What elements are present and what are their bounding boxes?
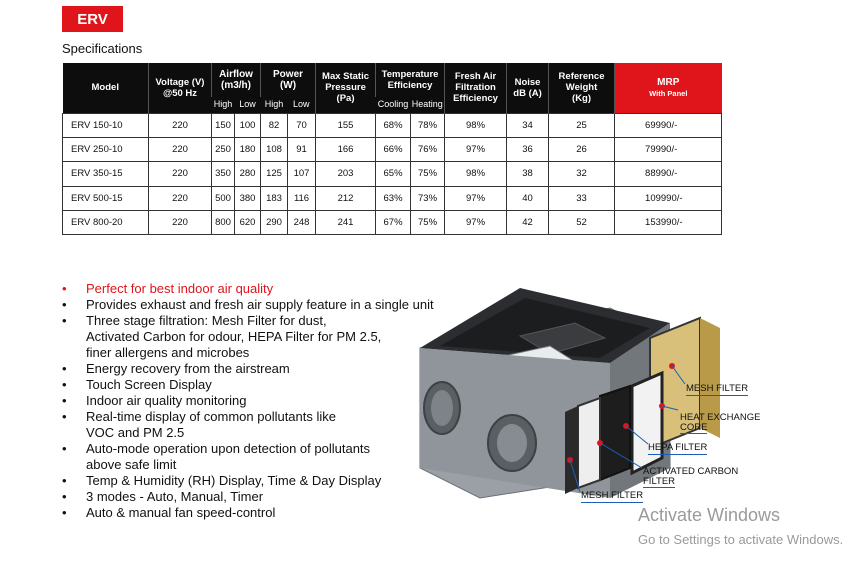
feature-item: finer allergens and microbes: [86, 345, 250, 360]
header-noise: Noise dB (A): [507, 63, 549, 113]
cell-power-high: 290: [261, 211, 288, 235]
cell-fresh-air: 98%: [445, 162, 507, 186]
feature-item: • Energy recovery from the airstream: [62, 361, 434, 377]
cell-airflow-low: 280: [235, 162, 261, 186]
features-list: [62, 281, 434, 521]
cell-weight: 52: [549, 211, 615, 235]
activate-windows-watermark: [638, 505, 843, 547]
cell-heating: 76%: [411, 137, 445, 161]
cell-model: ERV 150-10: [63, 113, 149, 137]
cell-pressure: 155: [316, 113, 376, 137]
cell-power-high: 108: [261, 137, 288, 161]
cell-fresh-air: 97%: [445, 211, 507, 235]
callout-activated-carbon-filter: ACTIVATED CARBON FILTER: [643, 466, 739, 487]
cell-heating: 75%: [411, 211, 445, 235]
feature-item: • Auto-mode operation upon detection of pollutants: [62, 441, 434, 457]
feature-item: • Three stage filtration: Mesh Filter for dust,: [62, 313, 434, 329]
cell-weight: 32: [549, 162, 615, 186]
table-body: [63, 113, 722, 235]
cell-model: ERV 500-15: [63, 186, 149, 210]
callout-heat-exchange-core: HEAT EXCHANGE CORE: [680, 412, 761, 433]
cell-cooling: 66%: [376, 137, 411, 161]
feature-item: • Auto & manual fan speed-control: [62, 505, 434, 521]
cell-heating: 75%: [411, 162, 445, 186]
feature-item: • Provides exhaust and fresh air supply feature in a single unit: [62, 297, 434, 313]
table-row: [63, 162, 722, 186]
cell-noise: 42: [507, 211, 549, 235]
table-row: [63, 137, 722, 161]
cell-airflow-high: 350: [212, 162, 235, 186]
cell-airflow-low: 180: [235, 137, 261, 161]
cell-fresh-air: 97%: [445, 186, 507, 210]
cell-voltage: 220: [149, 162, 212, 186]
header-temperature: Temperature Efficiency: [376, 63, 445, 97]
subheader-airflow-low: Low: [235, 97, 261, 113]
erv-badge: ERV: [62, 6, 123, 32]
cell-mrp: 153990/-: [615, 211, 722, 235]
table-row: [63, 211, 722, 235]
cell-power-low: 70: [288, 113, 316, 137]
feature-item: • 3 modes - Auto, Manual, Timer: [62, 489, 434, 505]
specifications-title: Specifications: [62, 41, 143, 56]
cell-weight: 26: [549, 137, 615, 161]
cell-voltage: 220: [149, 186, 212, 210]
feature-item: • Perfect for best indoor air quality: [62, 281, 434, 297]
cell-voltage: 220: [149, 113, 212, 137]
cell-fresh-air: 98%: [445, 113, 507, 137]
cell-mrp: 69990/-: [615, 113, 722, 137]
subheader-power-low: Low: [288, 97, 316, 113]
feature-item: above safe limit: [86, 457, 177, 472]
cell-noise: 38: [507, 162, 549, 186]
feature-item: VOC and PM 2.5: [86, 425, 185, 440]
cell-weight: 33: [549, 186, 615, 210]
header-power: Power (W): [261, 63, 316, 97]
cell-power-high: 183: [261, 186, 288, 210]
header-pressure: Max Static Pressure (Pa): [316, 63, 376, 113]
feature-item: • Temp & Humidity (RH) Display, Time & Day Display: [62, 473, 434, 489]
watermark-line2: Go to Settings to activate Windows.: [638, 532, 843, 547]
callout-mesh-filter-top: MESH FILTER: [686, 383, 749, 394]
cell-mrp: 79990/-: [615, 137, 722, 161]
cell-heating: 73%: [411, 186, 445, 210]
feature-item: Activated Carbon for odour, HEPA Filter for PM 2.5,: [86, 329, 382, 344]
cell-airflow-low: 620: [235, 211, 261, 235]
subheader-heating: Heating: [411, 97, 445, 113]
table-row: [63, 186, 722, 210]
cell-power-high: 82: [261, 113, 288, 137]
subheader-power-high: High: [261, 97, 288, 113]
cell-voltage: 220: [149, 137, 212, 161]
cell-cooling: 67%: [376, 211, 411, 235]
cell-noise: 40: [507, 186, 549, 210]
cell-power-high: 125: [261, 162, 288, 186]
cell-power-low: 91: [288, 137, 316, 161]
header-model: Model: [63, 63, 149, 113]
watermark-line1: Activate Windows: [638, 505, 781, 525]
cell-power-low: 248: [288, 211, 316, 235]
cell-model: ERV 250-10: [63, 137, 149, 161]
cell-power-low: 107: [288, 162, 316, 186]
cell-noise: 34: [507, 113, 549, 137]
feature-item: • Touch Screen Display: [62, 377, 434, 393]
subheader-airflow-high: High: [212, 97, 235, 113]
cell-cooling: 63%: [376, 186, 411, 210]
cell-pressure: 241: [316, 211, 376, 235]
cell-fresh-air: 97%: [445, 137, 507, 161]
cell-voltage: 220: [149, 211, 212, 235]
cell-airflow-low: 100: [235, 113, 261, 137]
callout-mesh-filter-bottom: MESH FILTER: [581, 490, 644, 501]
header-fresh-air: Fresh Air Filtration Efficiency: [445, 63, 507, 113]
specifications-table: [62, 63, 722, 235]
table-row: [63, 113, 722, 137]
cell-airflow-low: 380: [235, 186, 261, 210]
cell-mrp: 109990/-: [615, 186, 722, 210]
cell-airflow-high: 250: [212, 137, 235, 161]
header-mrp: MRP With Panel: [615, 63, 722, 113]
feature-item: • Indoor air quality monitoring: [62, 393, 434, 409]
cell-cooling: 65%: [376, 162, 411, 186]
cell-mrp: 88990/-: [615, 162, 722, 186]
cell-model: ERV 350-15: [63, 162, 149, 186]
cell-weight: 25: [549, 113, 615, 137]
cell-model: ERV 800-20: [63, 211, 149, 235]
callout-hepa-filter: HEPA FILTER: [648, 442, 708, 453]
cell-heating: 78%: [411, 113, 445, 137]
cell-airflow-high: 150: [212, 113, 235, 137]
cell-pressure: 212: [316, 186, 376, 210]
feature-item: • Real-time display of common pollutants like: [62, 409, 434, 425]
cell-airflow-high: 800: [212, 211, 235, 235]
cell-cooling: 68%: [376, 113, 411, 137]
cell-pressure: 166: [316, 137, 376, 161]
header-weight: Reference Weight (Kg): [549, 63, 615, 113]
cell-power-low: 116: [288, 186, 316, 210]
cell-airflow-high: 500: [212, 186, 235, 210]
cell-pressure: 203: [316, 162, 376, 186]
header-airflow: Airflow (m3/h): [212, 63, 261, 97]
header-voltage: Voltage (V) @50 Hz: [149, 63, 212, 113]
subheader-cooling: Cooling: [376, 97, 411, 113]
cell-noise: 36: [507, 137, 549, 161]
